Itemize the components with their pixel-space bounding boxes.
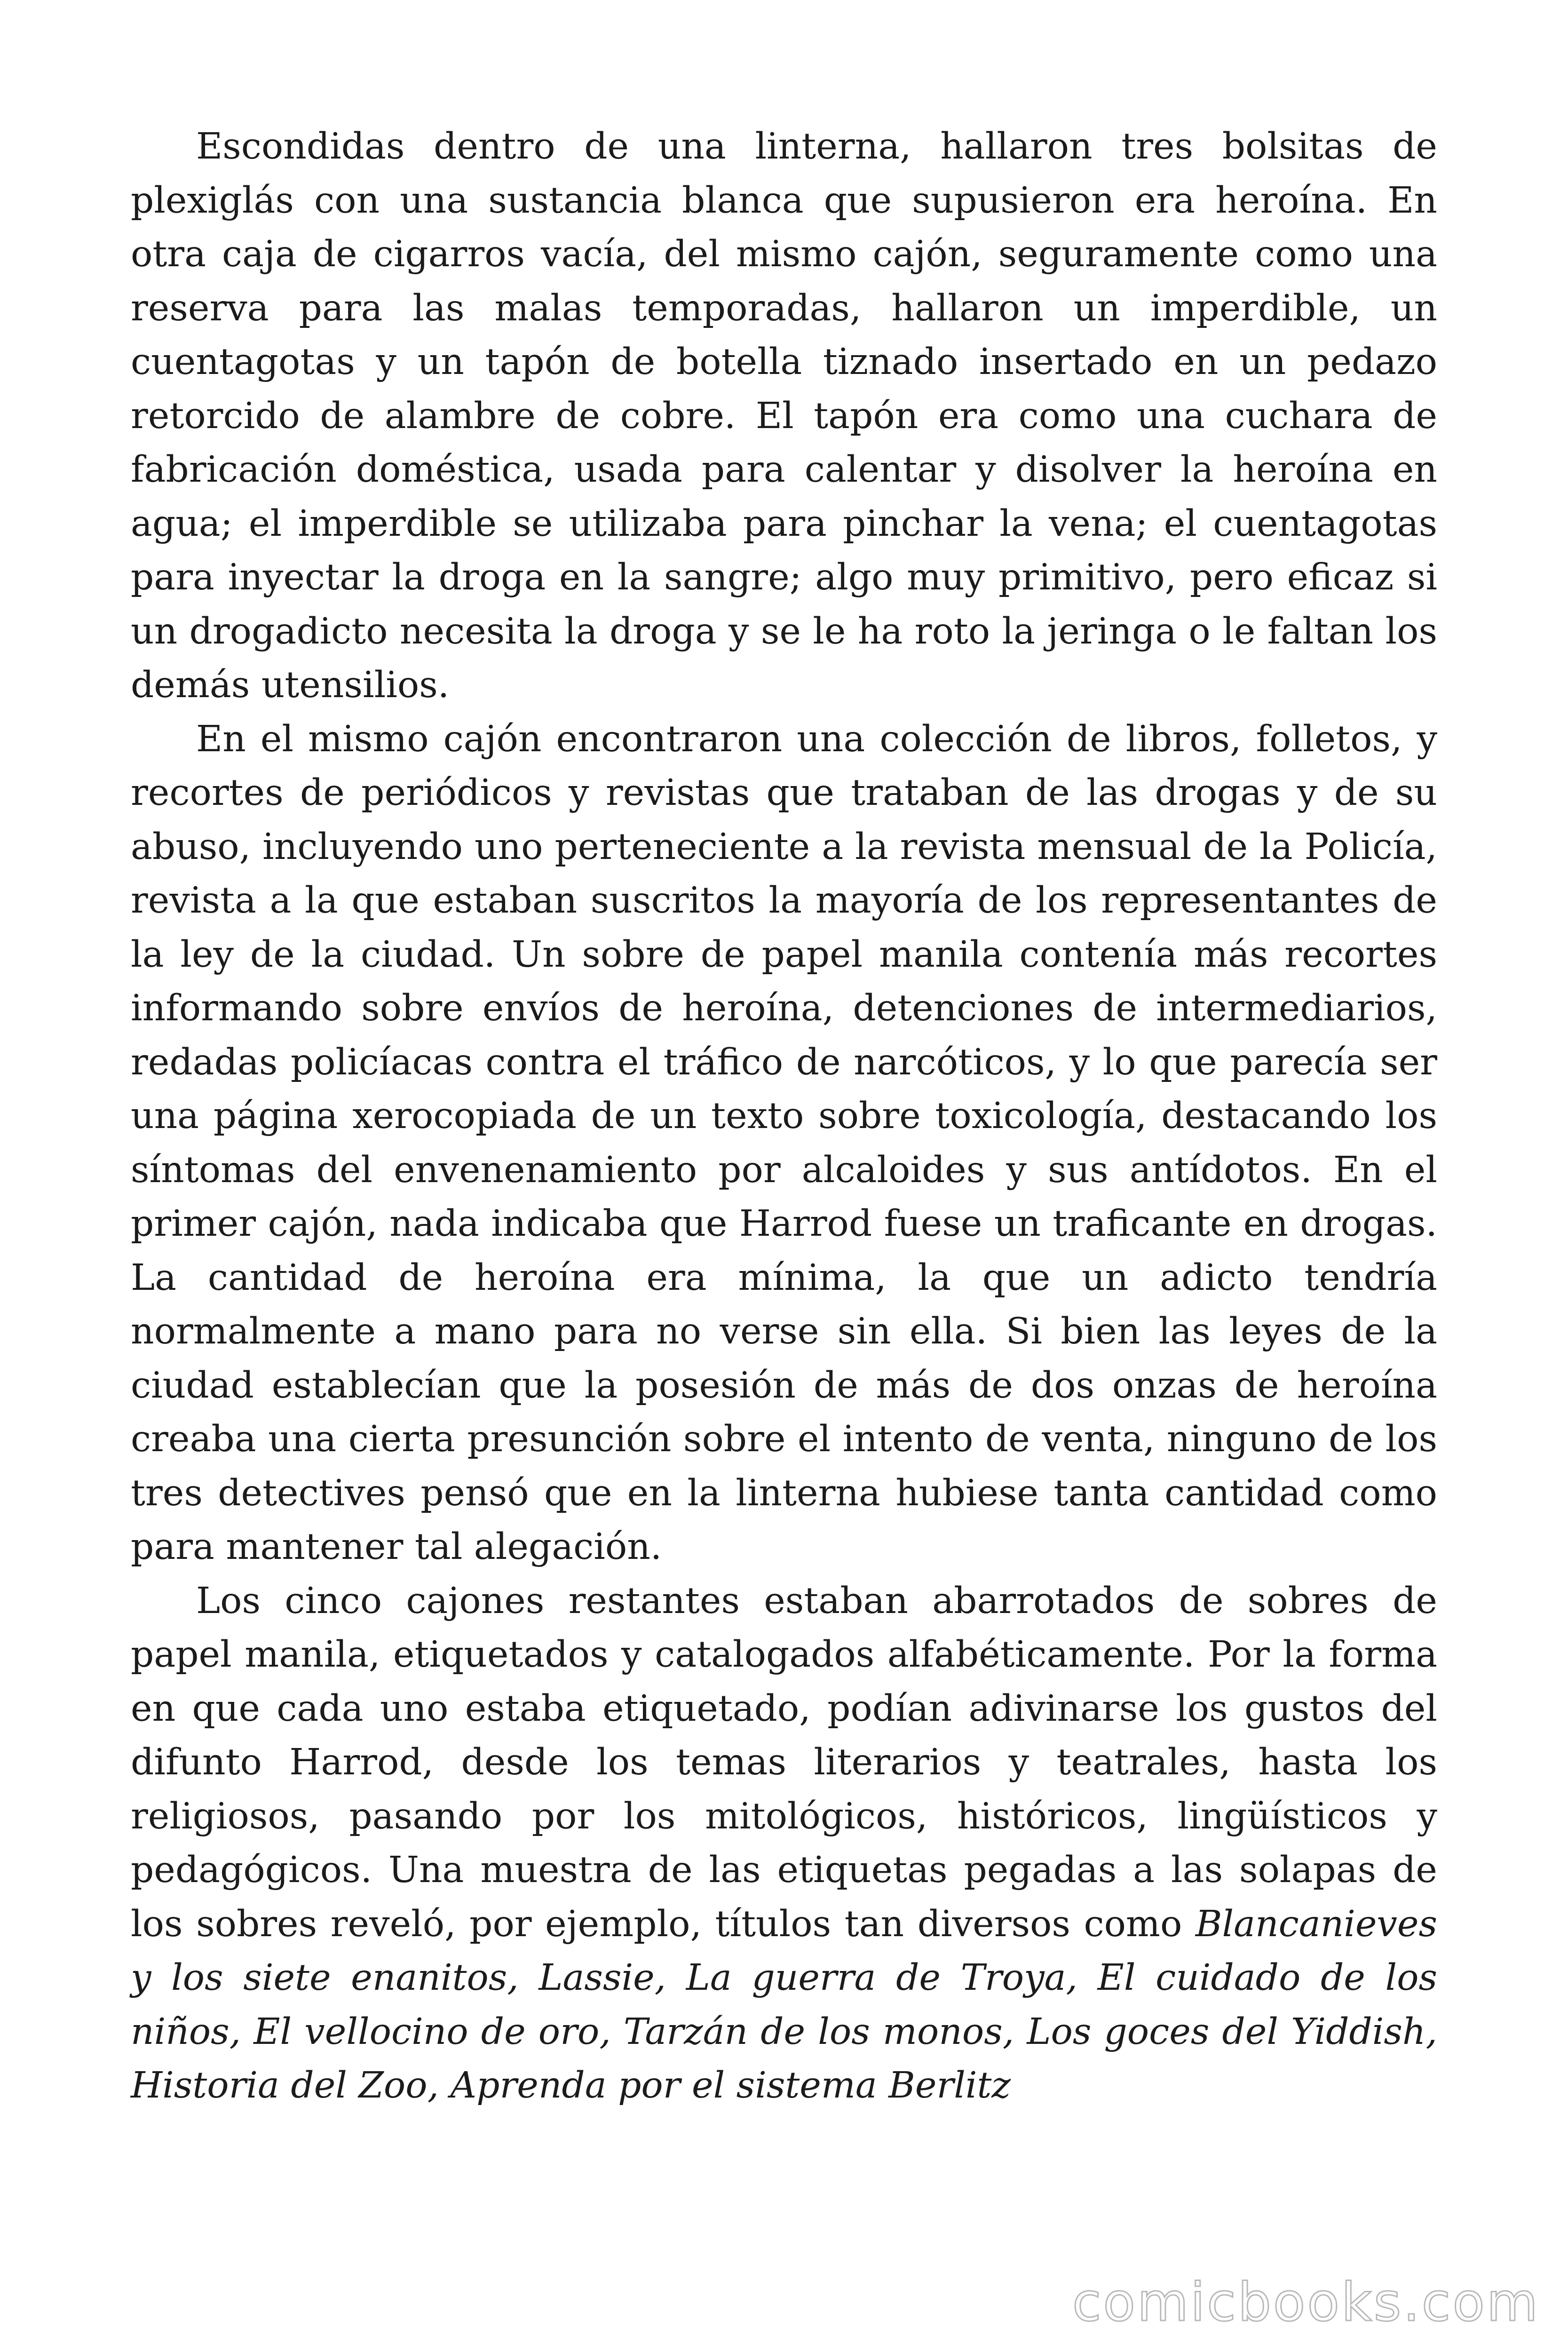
paragraph-1: Escondidas dentro de una linterna, hallaron tres bolsitas de plexiglás con una sustancia blanca que supusieron era heroína. En otra caja de cigarros vacía, del mismo cajón, seguramente como una reserva para las malas temporadas, hallaron un imperdible, un cuentagotas y un tapón de botella tiznado insertado en un pedazo retorcido de alambre de cobre. El tapón era como una cuchara de fabricación doméstica, usada para calentar y disolver la heroína en agua; el imperdible se utilizaba para pinchar la vena; el cuentagotas para inyectar la droga en la sangre; algo muy primitivo, pero eficaz si un drogadicto necesita la droga y se le ha roto la jeringa o le faltan los demás utensilios. bbox=[131, 126, 1437, 706]
paragraph-2: En el mismo cajón encontraron una colección de libros, folletos, y recortes de periódicos y revistas que trataban de las drogas y de su abuso, incluyendo uno perteneciente a la revista mensual de la Policía, revista a la que estaban suscritos la mayoría de los representantes de la ley de la ciudad. Un sobre de papel manila contenía más recortes informando sobre envíos de heroína, detenciones de intermediarios, redadas policíacas contra el tráfico de narcóticos, y lo que parecía ser una página xerocopiada de un texto sobre toxicología, destacando los síntomas del envenenamiento por alcaloides y sus antídotos. En el primer cajón, nada indicaba que Harrod fuese un traficante en drogas. La cantidad de heroína era mínima, la que un adicto tendría normalmente a mano para no verse sin ella. Si bien las leyes de la ciudad establecían que la posesión de más de dos onzas de heroína creaba una cierta presunción sobre el intento de venta, ninguno de los tres detectives pensó que en la linterna hubiese tanta cantidad como para mantener tal alegación. bbox=[131, 718, 1437, 1568]
body-text-column bbox=[131, 120, 1437, 2113]
paragraph-3-text: Los cinco cajones restantes estaban abarrotados de sobres de papel manila, etiquetados y catalogados alfabéticamente. Por la forma en que cada uno estaba etiquetado, podían adivinarse los gustos del difunto Harrod, desde los temas literarios y teatrales, hasta los religiosos, pasando por los mitológicos, históricos, lingüísticos y pedagógicos. Una muestra de las etiquetas pegadas a las solapas de los sobres reveló, por ejemplo, títulos tan diversos como bbox=[131, 1580, 1437, 1945]
watermark: comicbooks.com bbox=[1072, 2272, 1540, 2333]
paragraph-3-italic-titles: Blancanieves y los siete enanitos, Lassie, La guerra de Troya, El cuidado de los niños, El vellocino de oro, Tarzán de los monos, Los goces del Yiddish, Historia del Zoo, Aprenda por el sistema Berlitz bbox=[131, 1903, 1437, 2106]
paragraph-3 bbox=[131, 1574, 1437, 2113]
